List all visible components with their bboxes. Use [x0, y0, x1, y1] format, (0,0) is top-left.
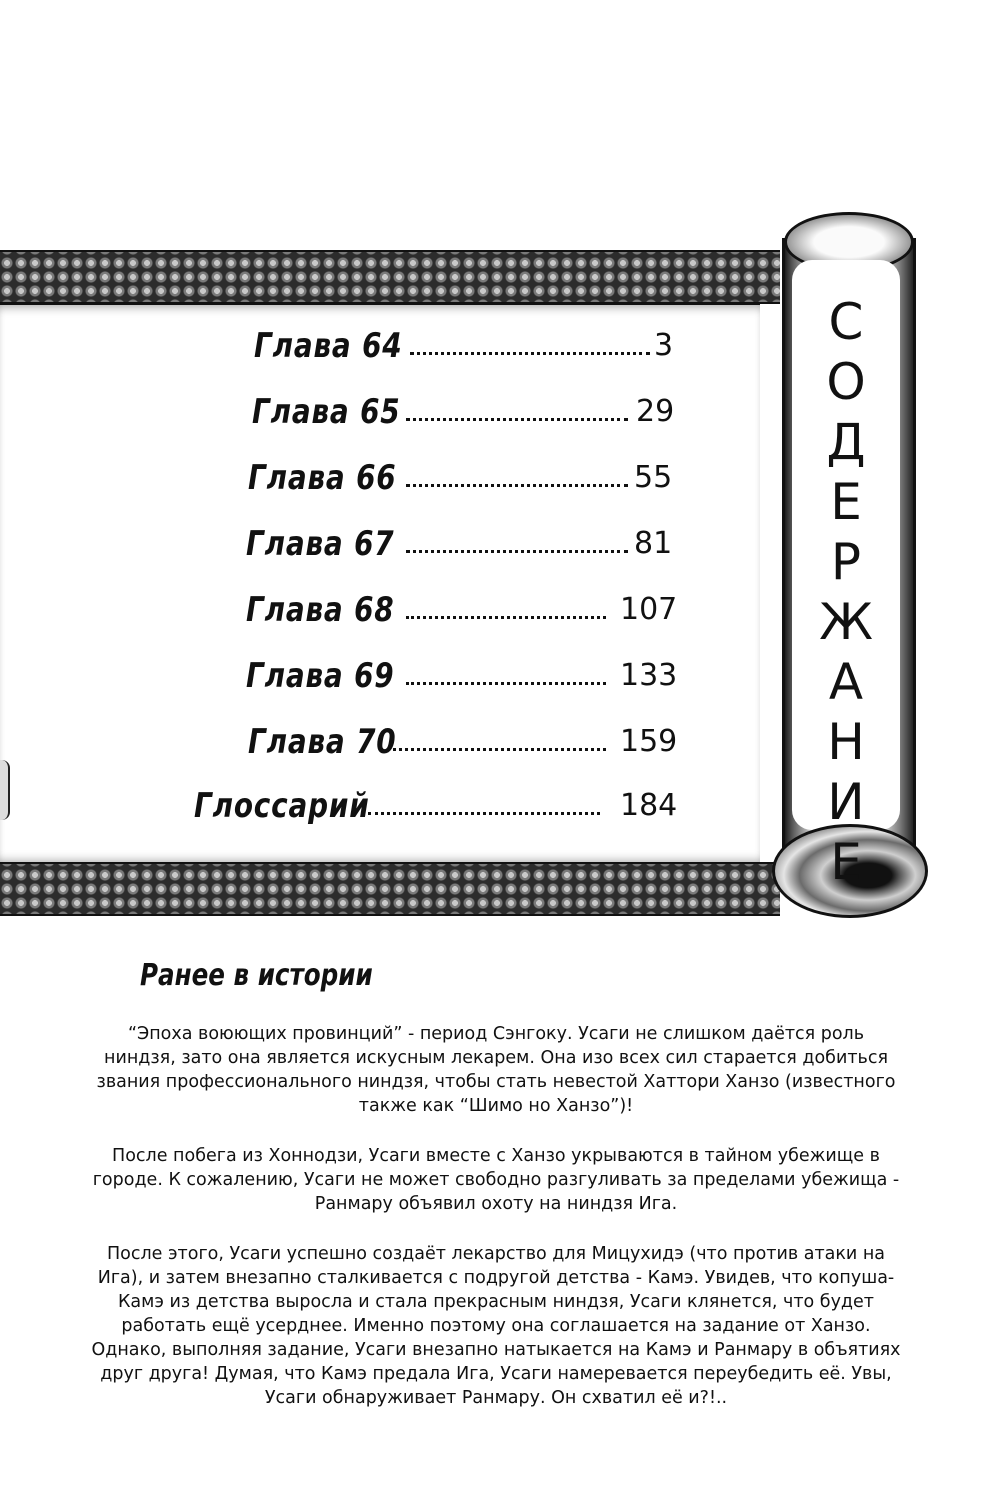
- toc-entry-page: 184: [620, 788, 678, 823]
- toc-leader-dots: [406, 682, 606, 685]
- paragraph-text: После побега из Хоннодзи, Усаги вместе с Ханзо укрываются в тайном убежище в городе. К сожалению, Усаги не может свободно разгуливать за пределами убежища - Ранмару объявил охоту на ниндзя Ига.: [92, 1146, 900, 1214]
- contents-title-letter: Е: [830, 473, 862, 531]
- toc-entry-label: Глава 67: [246, 524, 395, 564]
- previously-paragraph-3: [90, 1242, 902, 1410]
- toc-entry-chapter-70[interactable]: [248, 722, 678, 766]
- toc-leader-dots: [406, 550, 628, 553]
- contents-title: [794, 292, 898, 892]
- contents-title-letter: И: [827, 773, 865, 831]
- toc-entry-chapter-66[interactable]: [248, 458, 672, 502]
- toc-entry-glossary[interactable]: [194, 786, 678, 830]
- toc-entry-chapter-64[interactable]: [254, 326, 674, 370]
- previously-paragraph-2: [90, 1144, 902, 1216]
- toc-entry-label: Глоссарий: [194, 786, 370, 826]
- toc-entry-label: Глава 64: [254, 326, 403, 366]
- toc-entry-page: 3: [654, 328, 674, 363]
- toc-leader-dots: [406, 484, 628, 487]
- toc-entry-label: Глава 70: [248, 722, 397, 762]
- toc-entry-page: 159: [620, 724, 678, 759]
- contents-title-letter: Н: [827, 713, 865, 771]
- scroll-roll: [770, 212, 920, 912]
- toc-entry-page: 133: [620, 658, 678, 693]
- contents-title-letter: С: [828, 293, 864, 351]
- toc-leader-dots: [368, 812, 600, 815]
- toc-entry-chapter-65[interactable]: [252, 392, 675, 436]
- toc-entry-label: Глава 65: [252, 392, 401, 432]
- paragraph-text: После этого, Усаги успешно создаёт лекарство для Мицухидэ (что против атаки на Ига), и затем внезапно сталкивается с подругой детства - Камэ. Увидев, что копуша-Камэ из детства выросла и стала прекрасным ниндзя, Усаги клянется, что будет работать ещё усерднее. Именно поэтому она соглашается на задание от Ханзо. Однако, выполняя задание, Усаги внезапно натыкается на Камэ и Ранмару в объятиях друг друга! Думая, что Камэ предала Ига, Усаги намеревается переубедить её. Увы, Усаги обнаруживает Ранмару. Он схватил её и?!..: [91, 1244, 901, 1408]
- toc-entry-page: 55: [634, 460, 673, 495]
- toc-entry-chapter-67[interactable]: [246, 524, 672, 568]
- contents-title-letter: Р: [830, 533, 862, 591]
- contents-title-letter: А: [828, 653, 864, 711]
- toc-leader-dots: [406, 616, 606, 619]
- contents-title-letter: О: [826, 353, 866, 411]
- toc-entry-label: Глава 66: [248, 458, 397, 498]
- scroll-paper: [0, 302, 760, 866]
- toc-entry-page: 29: [636, 394, 675, 429]
- previously-paragraph-1: [90, 1022, 902, 1118]
- contents-title-letter: Д: [826, 413, 866, 471]
- toc-entry-label: Глава 68: [246, 590, 395, 630]
- contents-title-letter: Е: [830, 833, 862, 891]
- toc-entry-chapter-68[interactable]: [246, 590, 678, 634]
- scroll-top-band: [0, 250, 780, 304]
- previously-heading: Ранее в истории: [140, 958, 373, 993]
- toc-leader-dots: [380, 748, 606, 751]
- toc-leader-dots: [410, 352, 650, 355]
- scroll-bottom-band: [0, 862, 780, 916]
- toc-leader-dots: [406, 418, 628, 421]
- scroll-paper-edge: [0, 760, 10, 820]
- paragraph-text: “Эпоха воюющих провинций” - период Сэнгоку. Усаги не слишком даётся роль ниндзя, зато она является искусным лекарем. Она изо всех сил старается добиться звания профессионального ниндзя, чтобы стать невестой Хаттори Ханзо (известного также как “Шимо но Ханзо”)!: [96, 1024, 896, 1116]
- contents-title-letter: Ж: [819, 593, 873, 651]
- toc-entry-page: 107: [620, 592, 678, 627]
- toc-entry-page: 81: [634, 526, 673, 561]
- toc-entry-chapter-69[interactable]: [246, 656, 678, 700]
- toc-entry-label: Глава 69: [246, 656, 395, 696]
